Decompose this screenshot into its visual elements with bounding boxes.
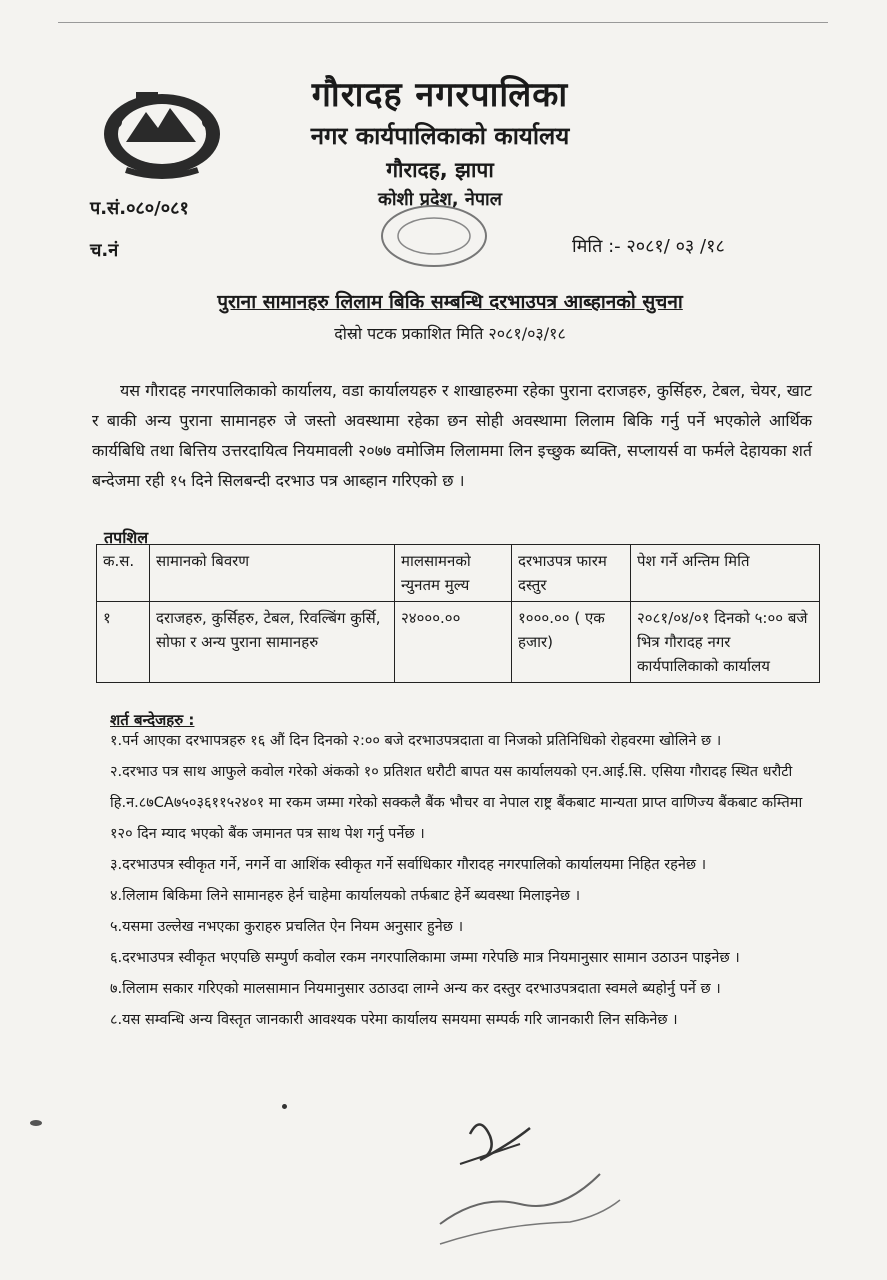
terms-list [110, 726, 818, 1036]
term-item: ३.दरभाउपत्र स्वीकृत गर्ने, नगर्ने वा आशिंक स्वीकृत गर्ने सर्वाधिकार गौरादह नगरपालिको कार्यालयमा निहित रहनेछ । [110, 857, 707, 873]
table-header-row [97, 545, 820, 602]
term-item: १.पर्न आएका दरभापत्रहरु १६ औं दिन दिनको २:०० बजे दरभाउपत्रदाता वा निजको प्रतिनिधिको रोहवरमा खोलिने छ । [110, 733, 722, 749]
ink-dot [30, 1120, 42, 1126]
office-place: गौरादह, झापा [386, 158, 494, 182]
details-label: तपशिल [104, 528, 149, 547]
items-table [96, 544, 820, 683]
cell-min-price: २४०००.०० [395, 602, 512, 683]
col-form-fee: दरभाउपत्र फारम दस्तुर [512, 545, 631, 602]
table-row [97, 602, 820, 683]
top-rule [58, 22, 828, 23]
col-deadline: पेश गर्ने अन्तिम मिति [631, 545, 820, 602]
col-serial: क.स. [97, 545, 150, 602]
term-item: ५.यसमा उल्लेख नभएका कुराहरु प्रचलित ऐन नियम अनुसार हुनेछ । [110, 919, 464, 935]
term-item: ७.लिलाम सकार गरिएको मालसामान नियमानुसार उठाउदा लाग्ने अन्य कर दस्तुर दरभाउपत्रदाता स्वमले ब्यहोर्नु पर्ने छ । [110, 981, 721, 997]
office-stamp-icon [374, 196, 504, 272]
col-description: सामानको बिवरण [150, 545, 395, 602]
term-item: २.दरभाउ पत्र साथ आफुले कवोल गरेको अंकको १० प्रतिशत धरौटी बापत यस कार्यालयको एन.आई.सि. एसिया गौरादह स्थित धरौटी हि.न.८७CA७५०३६११५२४०१ मा रकम जम्मा गरेको सक्कलै बैंक भौचर वा नेपाल राष्ट्र बैंकबाट मान्यता प्राप्त वाणिज्य बैंकबाट कम्तिमा १२० दिन म्याद भएको बैंक जमानत पत्र साथ पेश गर्नु पर्नेछ । [110, 764, 803, 842]
office-name: नगर कार्यपालिकाको कार्यालय [310, 122, 570, 150]
col-min-price: मालसामनको न्युनतम मुल्य [395, 545, 512, 602]
notice-intro: यस गौरादह नगरपालिकाको कार्यालय, वडा कार्यालयहरु र शाखाहरुमा रहेका पुराना दराजहरु, कुर्सिहरु, टेबल, चेयर, खाट र बाकी अन्य पुराना सामानहरु जे जस्तो अवस्थामा रहेका छन सोही अवस्थामा लिलाम बिकि गर्नु पर्ने भएकोले आर्थिक कार्यबिधि तथा बित्तिय उत्तरदायित्व नियमावली २०७७ वमोजिम लिलाममा लिन इच्छुक ब्यक्ति, सप्लायर्स वा फर्मले देहायका शर्त बन्देजमा रही १५ दिने सिलबन्दी दरभाउ पत्र आब्हान गरिएको छ । [92, 381, 812, 490]
signature-icon [420, 1104, 640, 1254]
cell-deadline: २०८१/०४/०१ दिनको ५:०० बजे भित्र गौरादह नगर कार्यपालिकाको कार्यालय [631, 602, 820, 683]
notice-subtitle: दोस्रो पटक प्रकाशित मिति २०८१/०३/१८ [334, 324, 566, 343]
cell-serial: १ [97, 602, 150, 683]
government-emblem-icon [96, 82, 228, 182]
letterhead [250, 72, 630, 214]
term-item: ६.दरभाउपत्र स्वीकृत भएपछि सम्पुर्ण कवोल रकम नगरपालिकामा जम्मा गरेपछि मात्र नियमानुसार सामान उठाउन पाइनेछ । [110, 950, 740, 966]
notice-title: पुराना सामानहरु लिलाम बिकि सम्बन्धि दरभाउपत्र आब्हानको सुचना [217, 291, 683, 313]
province: कोशी प्रदेश, नेपाल [378, 189, 502, 210]
ink-dot [282, 1104, 287, 1109]
cell-description: दराजहरु, कुर्सिहरु, टेबल, रिवल्बिंग कुर्सि, सोफा र अन्य पुराना सामानहरु [150, 602, 395, 683]
cell-form-fee: १०००.०० ( एक हजार) [512, 602, 631, 683]
dispatch-number: च.नं [90, 240, 119, 261]
term-item: ४.लिलाम बिकिमा लिने सामानहरु हेर्न चाहेमा कार्यालयको तर्फबाट हेर्ने ब्यवस्था मिलाइनेछ । [110, 888, 581, 904]
term-item: ८.यस सम्वन्धि अन्य विस्तृत जानकारी आवश्यक परेमा कार्यालय समयमा सम्पर्क गरि जानकारी लिन सकिनेछ । [110, 1012, 678, 1028]
reference-number: प.सं.०८०/०८१ [90, 198, 189, 219]
org-name: गौरादह नगरपालिका [311, 75, 569, 115]
terms-label: शर्त बन्देजहरु : [110, 711, 195, 729]
issue-date: मिति :- २०८१/ ०३ /१८ [572, 236, 725, 257]
